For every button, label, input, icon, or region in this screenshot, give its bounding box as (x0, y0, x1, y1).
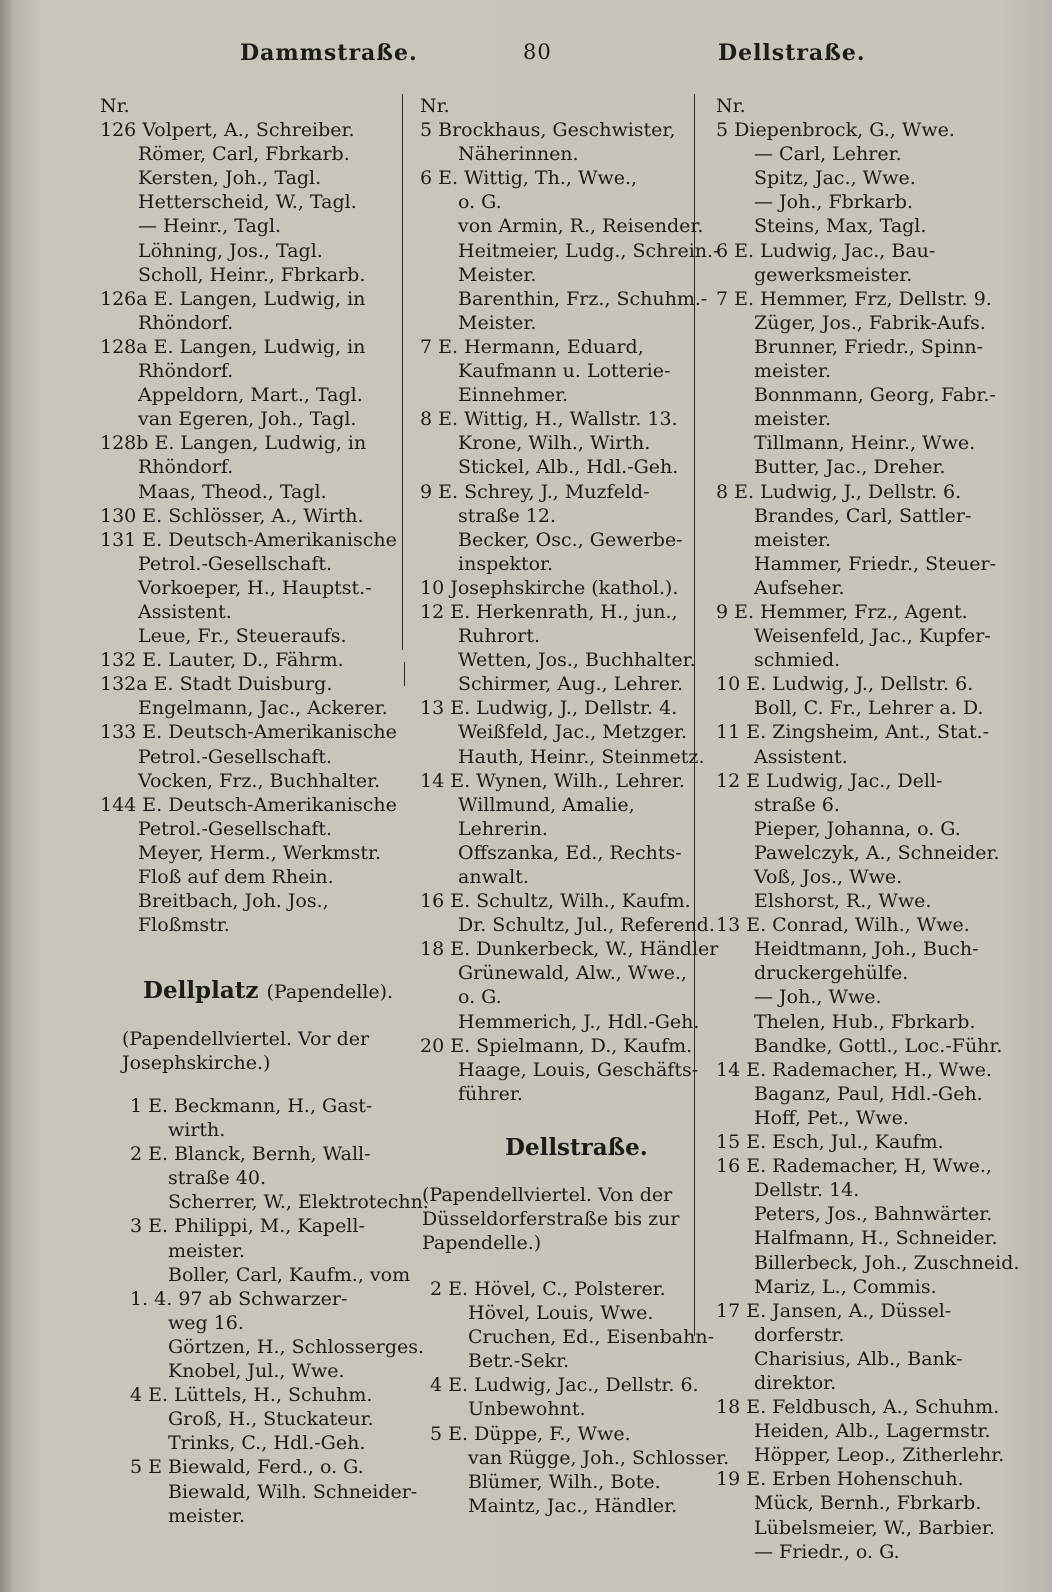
directory-entry-line: Kersten, Joh., Tagl. (138, 167, 322, 190)
directory-entry-line: 8 E. Ludwig, J., Dellstr. 6. (716, 480, 962, 503)
directory-entry-line: 7 E. Hermann, Eduard, (420, 335, 644, 358)
directory-entry-line: — Joh., Fbrkarb. (754, 191, 914, 214)
directory-entry-line: Floß auf dem Rhein. (138, 866, 334, 888)
section-title: Dellplatz (143, 977, 259, 1004)
directory-entry-line: Trinks, C., Hdl.-Geh. (168, 1432, 366, 1455)
directory-entry-line: weg 16. (168, 1311, 244, 1334)
directory-entry-line: Baganz, Paul, Hdl.-Geh. (754, 1082, 983, 1105)
column-middle (420, 94, 720, 1106)
directory-entry-line: Thelen, Hub., Fbrkarb. (754, 1010, 976, 1033)
directory-entry-line: Brunner, Friedr., Spinn- (754, 335, 984, 358)
directory-entry-line: direktor. (754, 1371, 837, 1394)
directory-entry-line: Peters, Jos., Bahnwärter. (754, 1203, 993, 1226)
column-right (716, 94, 1020, 1564)
directory-entry-line: Petrol.-Gesellschaft. (138, 552, 333, 575)
directory-entry-line: Haage, Louis, Geschäfts- (458, 1058, 699, 1081)
directory-entry-line: Bandke, Gottl., Loc.-Führ. (754, 1034, 1003, 1057)
directory-entry-line: Brandes, Carl, Sattler- (754, 504, 972, 527)
directory-entry-line: meister. (754, 360, 832, 383)
directory-entry-line: Knobel, Jul., Wwe. (168, 1360, 345, 1383)
directory-entry-line: Offszanka, Ed., Rechts- (458, 841, 682, 864)
directory-entry-line: Betr.-Sekr. (468, 1350, 570, 1373)
directory-entry-line: Blümer, Wilh., Bote. (468, 1470, 661, 1493)
directory-entry-line: 8 E. Wittig, H., Wallstr. 13. (420, 408, 678, 431)
directory-entry-line: Halfmann, H., Schneider. (754, 1227, 998, 1250)
directory-entry-line: Scholl, Heinr., Fbrkarb. (138, 263, 366, 286)
directory-entry-line: Heiden, Alb., Lagermstr. (754, 1420, 991, 1443)
directory-entry-line: Einnehmer. (458, 384, 569, 407)
directory-entry-line: Höpper, Leop., Zitherlehr. (754, 1444, 1005, 1467)
directory-entry-line: Hammer, Friedr., Steuer- (754, 552, 996, 575)
directory-entry-line: 17 E. Jansen, A., Düssel- (716, 1299, 952, 1322)
column-rule (402, 94, 403, 650)
directory-entry-line: Willmund, Amalie, (458, 793, 635, 816)
section-heading-dellstrasse (505, 1133, 648, 1163)
directory-entry-line: Spitz, Jac., Wwe. (754, 167, 916, 190)
directory-entry-line: Hövel, Louis, Wwe. (468, 1302, 654, 1325)
column-middle-entries (430, 1277, 729, 1518)
directory-entry-line: Weißfeld, Jac., Metzger. (458, 721, 688, 744)
directory-entry-line: Näherinnen. (458, 143, 579, 166)
directory-entry-line: Maintz, Jac., Händler. (468, 1494, 678, 1517)
directory-entry-line: Löhning, Jos., Tagl. (138, 239, 323, 262)
directory-entry-line: Görtzen, H., Schlosserges. (168, 1335, 425, 1358)
directory-entry-line: Voß, Jos., Wwe. (754, 866, 903, 888)
directory-entry-line: Römer, Carl, Fbrkarb. (138, 143, 350, 166)
directory-entry-line: Becker, Osc., Gewerbe- (458, 528, 683, 551)
directory-entry-line: Dr. Schultz, Jul., Referend. (458, 914, 715, 937)
directory-entry-line: wirth. (168, 1119, 226, 1142)
directory-entry-line: Heitmeier, Ludg., Schrein.- (458, 239, 720, 262)
directory-entry-line: Meyer, Herm., Werkmstr. (138, 841, 382, 864)
directory-entry-line: — Carl, Lehrer. (754, 143, 902, 166)
directory-entry-line: Hemmerich, J., Hdl.-Geh. (458, 1010, 700, 1033)
directory-entry-line: 9 E. Hemmer, Frz., Agent. (716, 600, 968, 623)
directory-entry-line: Vorkoeper, H., Hauptst.- (138, 576, 372, 599)
directory-entry-line: Rhöndorf. (138, 360, 234, 383)
directory-entry-line: Maas, Theod., Tagl. (138, 480, 327, 503)
directory-entry-line: 18 E. Feldbusch, A., Schuhm. (716, 1396, 1000, 1419)
directory-entry-line: dorferstr. (754, 1323, 845, 1346)
directory-entry-line: Boll, C. Fr., Lehrer a. D. (754, 697, 984, 720)
section-title: Dellstraße. (505, 1134, 648, 1161)
directory-entry-line: Rhöndorf. (138, 456, 234, 479)
directory-entry-line: Pawelczyk, A., Schneider. (754, 841, 1000, 864)
directory-entry-line: 7 E. Hemmer, Frz, Dellstr. 9. (716, 287, 992, 310)
directory-entry-line: Krone, Wilh., Wirth. (458, 432, 651, 455)
directory-entry-line: Petrol.-Gesellschaft. (138, 817, 333, 840)
directory-entry-line: Weisenfeld, Jac., Kupfer- (754, 625, 991, 648)
directory-entry-line: straße 6. (754, 793, 840, 816)
directory-entry-line: Unbewohnt. (468, 1398, 586, 1421)
directory-entry-line: Hauth, Heinr., Steinmetz. (458, 745, 705, 768)
directory-entry-line: 1 E. Beckmann, H., Gast- (130, 1095, 373, 1117)
directory-entry-line: van Egeren, Joh., Tagl. (138, 408, 357, 431)
directory-entry-line: Butter, Jac., Dreher. (754, 456, 946, 479)
directory-entry-line: Nr. (100, 95, 130, 117)
directory-entry-line: 6 E. Wittig, Th., Wwe., (420, 167, 638, 190)
directory-entry-line: Floßmstr. (138, 914, 230, 937)
directory-entry-line: Leue, Fr., Steueraufs. (138, 625, 347, 648)
directory-entry-line: Nr. (420, 95, 450, 117)
directory-entry-line: Meister. (458, 263, 537, 286)
directory-entry-line: 15 E. Esch, Jul., Kaufm. (716, 1131, 944, 1154)
directory-entry-line: Ruhrort. (458, 625, 541, 648)
directory-entry-line: — Friedr., o. G. (754, 1540, 900, 1563)
directory-entry-line: 12 E Ludwig, Jac., Dell- (716, 769, 943, 792)
directory-entry-line: Charisius, Alb., Bank- (754, 1347, 963, 1370)
directory-entry-line: meister. (754, 408, 832, 431)
directory-entry-line: Petrol.-Gesellschaft. (138, 745, 333, 768)
directory-entry-line: 4 E. Ludwig, Jac., Dellstr. 6. (430, 1374, 699, 1397)
directory-entry-line: 128b E. Langen, Ludwig, in (100, 432, 367, 455)
directory-entry-line: inspektor. (458, 552, 554, 575)
directory-entry-line: van Rügge, Joh., Schlosser. (468, 1446, 730, 1469)
section-note: (Papendelle). (266, 981, 394, 1003)
directory-entry-line: Pieper, Johanna, o. G. (754, 817, 961, 840)
directory-entry-line: Elshorst, R., Wwe. (754, 890, 932, 913)
running-head-left: Dammstraße. (240, 40, 418, 66)
directory-entry-line: Mariz, L., Commis. (754, 1275, 937, 1298)
directory-entry-line: anwalt. (458, 866, 529, 888)
directory-entry-line: 14 E. Rademacher, H., Wwe. (716, 1058, 992, 1081)
directory-entry-line: Mück, Bernh., Fbrkarb. (754, 1492, 982, 1515)
directory-entry-line: Wetten, Jos., Buchhalter. (458, 649, 696, 672)
directory-entry-line: 132 E. Lauter, D., Fährm. (100, 649, 344, 672)
directory-entry-line: Barenthin, Frz., Schuhm.- (458, 287, 708, 310)
directory-entry-line: 1. 4. 97 ab Schwarzer- (130, 1287, 348, 1310)
directory-entry-line: gewerksmeister. (754, 263, 913, 286)
directory-entry-line: führer. (458, 1082, 523, 1105)
directory-entry-line: Züger, Jos., Fabrik-Aufs. (754, 311, 986, 334)
directory-entry-line: Tillmann, Heinr., Wwe. (754, 432, 976, 455)
directory-entry-line: Hetterscheid, W., Tagl. (138, 191, 357, 214)
directory-entry-line: meister. (754, 528, 832, 551)
directory-entry-line: Steins, Max, Tagl. (754, 215, 927, 238)
directory-entry-line: druckergehülfe. (754, 962, 909, 985)
directory-entry-line: Dellstr. 14. (754, 1179, 860, 1202)
directory-entry-line: 16 E. Schultz, Wilh., Kaufm. (420, 890, 691, 913)
directory-entry-line: Appeldorn, Mart., Tagl. (138, 384, 363, 407)
directory-entry-line: 5 E. Düppe, F., Wwe. (430, 1422, 631, 1445)
directory-entry-line: 9 E. Schrey, J., Muzfeld- (420, 480, 650, 503)
directory-entry-line: 19 E. Erben Hohenschuh. (716, 1468, 964, 1491)
directory-entry-line: Assistent. (138, 600, 232, 623)
directory-entry-line: 132a E. Stadt Duisburg. (100, 673, 333, 696)
directory-entry-line: Bonnmann, Georg, Fabr.- (754, 384, 996, 407)
directory-entry-line: Scherrer, W., Elektrotechn. (168, 1191, 429, 1214)
directory-entry-line: 5 Brockhaus, Geschwister, (420, 119, 676, 142)
directory-entry-line: von Armin, R., Reisender. (458, 215, 704, 238)
directory-entry-line: straße 12. (458, 504, 556, 527)
directory-entry-line: 10 Josephskirche (kathol.). (420, 576, 679, 599)
directory-entry-line: Billerbeck, Joh., Zuschneid. (754, 1251, 1020, 1274)
directory-entry-line: 144 E. Deutsch-Amerikanische (100, 793, 397, 816)
section-heading-dellplatz (143, 976, 393, 1007)
directory-entry-line: Grünewald, Alw., Wwe., (458, 962, 687, 985)
directory-entry-line: 10 E. Ludwig, J., Dellstr. 6. (716, 673, 974, 696)
directory-entry-line: 128a E. Langen, Ludwig, in (100, 335, 366, 358)
directory-entry-line: — Joh., Wwe. (754, 986, 882, 1009)
directory-entry-line: 133 E. Deutsch-Amerikanische (100, 721, 397, 744)
directory-entry-line: 12 E. Herkenrath, H., jun., (420, 600, 678, 623)
directory-entry-line: 2 E. Blanck, Bernh, Wall- (130, 1143, 371, 1166)
directory-entry-line: o. G. (458, 986, 502, 1009)
directory-entry-line: 13 E. Ludwig, J., Dellstr. 4. (420, 697, 678, 720)
page-number: 80 (523, 40, 552, 64)
directory-entry-line: o. G. (458, 191, 502, 214)
column-left-entries (130, 1094, 429, 1528)
directory-entry-line: 11 E. Zingsheim, Ant., Stat.- (716, 721, 990, 744)
running-head-right: Dellstraße. (718, 40, 866, 66)
directory-entry-line: Aufseher. (754, 576, 845, 599)
directory-entry-line: Cruchen, Ed., Eisenbahn- (468, 1326, 715, 1349)
directory-entry-line: — Heinr., Tagl. (138, 215, 282, 238)
directory-entry-line: Engelmann, Jac., Ackerer. (138, 697, 388, 720)
directory-entry-line: 5 Diepenbrock, G., Wwe. (716, 119, 955, 142)
directory-entry-line: 14 E. Wynen, Wilh., Lehrer. (420, 769, 685, 792)
directory-entry-line: Biewald, Wilh. Schneider- (168, 1480, 418, 1503)
directory-entry-line: 3 E. Philippi, M., Kapell- (130, 1215, 365, 1238)
directory-entry-line: 130 E. Schlösser, A., Wirth. (100, 504, 364, 527)
directory-entry-line: 20 E. Spielmann, D., Kaufm. (420, 1034, 693, 1057)
section-description: (Papendellviertel. Vor der Josephskirche.) (122, 1028, 370, 1074)
directory-entry-line: Kaufmann u. Lotterie- (458, 360, 671, 383)
column-rule (404, 662, 405, 686)
directory-entry-line: Boller, Carl, Kaufm., vom (168, 1263, 411, 1286)
directory-entry-line: Groß, H., Stuckateur. (168, 1408, 374, 1431)
directory-entry-line: Assistent. (754, 745, 848, 768)
directory-entry-line: Lehrerin. (458, 817, 548, 840)
directory-entry-line: Schirmer, Aug., Lehrer. (458, 673, 684, 696)
directory-entry-line: Heidtmann, Joh., Buch- (754, 938, 979, 961)
directory-entry-line: Rhöndorf. (138, 311, 234, 334)
directory-entry-line: 18 E. Dunkerbeck, W., Händler (420, 938, 719, 961)
directory-entry-line: meister. (168, 1239, 246, 1262)
directory-entry-line: schmied. (754, 649, 841, 672)
directory-entry-line: 4 E. Lüttels, H., Schuhm. (130, 1384, 373, 1407)
directory-entry-line: 5 E Biewald, Ferd., o. G. (130, 1456, 364, 1479)
directory-entry-line: 13 E. Conrad, Wilh., Wwe. (716, 914, 970, 937)
directory-entry-line: Meister. (458, 311, 537, 334)
directory-entry-line: Breitbach, Joh. Jos., (138, 890, 329, 913)
directory-entry-line: 126a E. Langen, Ludwig, in (100, 287, 366, 310)
directory-entry-line: straße 40. (168, 1167, 266, 1190)
directory-entry-line: 2 E. Hövel, C., Polsterer. (430, 1278, 666, 1300)
directory-entry-line: Vocken, Frz., Buchhalter. (138, 769, 381, 792)
column-left (100, 94, 400, 937)
section-description: (Papendellviertel. Von der Düsseldorferstraße bis zur Papendelle.) (422, 1184, 680, 1254)
directory-entry-line: meister. (168, 1504, 246, 1527)
directory-entry-line: Stickel, Alb., Hdl.-Geh. (458, 456, 679, 479)
directory-entry-line: Hoff, Pet., Wwe. (754, 1106, 909, 1129)
directory-entry-line: Nr. (716, 95, 746, 117)
directory-entry-line: 16 E. Rademacher, H, Wwe., (716, 1155, 992, 1178)
directory-entry-line: 126 Volpert, A., Schreiber. (100, 119, 355, 142)
directory-entry-line: 131 E. Deutsch-Amerikanische (100, 528, 397, 551)
directory-entry-line: Lübelsmeier, W., Barbier. (754, 1516, 995, 1539)
directory-entry-line: 6 E. Ludwig, Jac., Bau- (716, 239, 936, 262)
